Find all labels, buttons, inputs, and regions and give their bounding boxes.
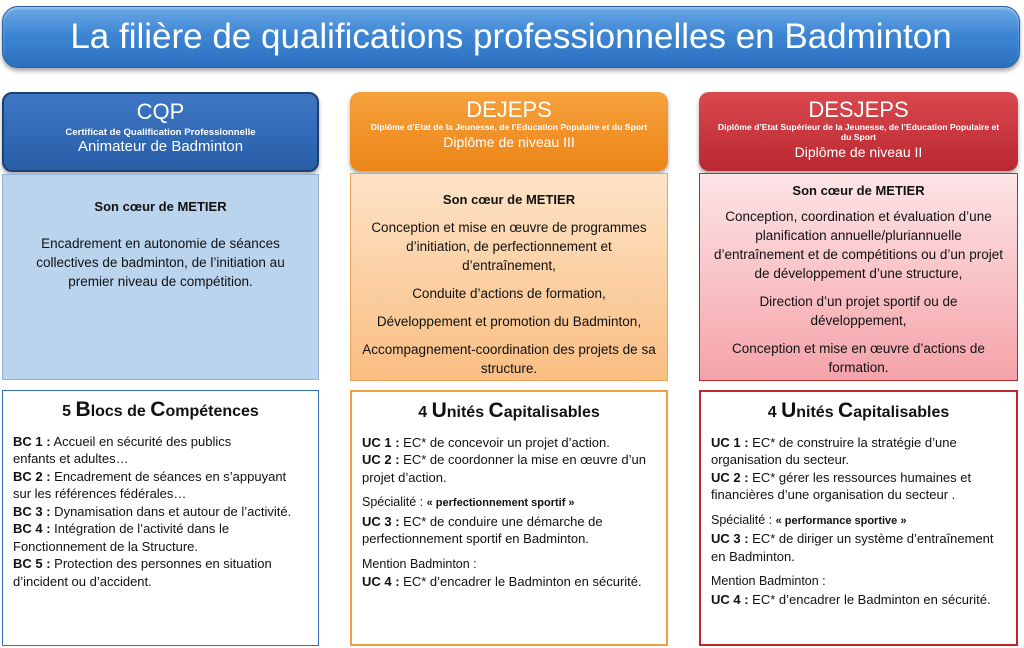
dejeps-metier-text: Conception et mise en œuvre de programmes d’initiation, de perfectionnement et d’entraînement, <box>371 220 647 273</box>
desjeps-coeur-title: Son cœur de METIER <box>792 183 925 198</box>
cqp-abbr: CQP <box>136 99 185 124</box>
specialite-line: Spécialité : « perfectionnement sportif » <box>362 495 575 509</box>
dejeps-metier-box <box>350 173 668 381</box>
dejeps-metier-text: Conduite d’actions de formation, <box>412 286 606 301</box>
desjeps-metier-text: Direction d’un projet sportif ou de développement, <box>759 294 958 328</box>
desjeps-metier-text: Conception, coordination et évaluation d’une planification annuelle/pluriannuelle d’entraînement et de compétitions ou d’un projet de développement d’une structure, <box>714 209 1003 281</box>
bc-line: d’incident ou d’accident. <box>13 573 152 589</box>
page-title: La filière de qualifications professionnelles en Badminton <box>2 6 1020 68</box>
desjeps-uc-title: 4 Unités Capitalisables <box>767 399 950 422</box>
cqp-metier-box <box>2 174 319 380</box>
bc-line: BC 5 : Protection des personnes en situation <box>13 556 272 571</box>
mention-line: Mention Badminton : <box>362 556 477 571</box>
uc-line: UC 2 : EC* gérer les ressources humaines et financières d’une organisation du secteur . <box>711 469 972 502</box>
desjeps-subtitle: Diplôme de niveau II <box>794 144 923 160</box>
uc-line: UC 4 : EC* d’encadrer le Badminton en sécurité. <box>711 591 991 607</box>
cqp-header <box>2 92 319 172</box>
cqp-coeur-title: Son cœur de METIER <box>94 199 227 214</box>
cqp-competences-title: 5 Blocs de Compétences <box>62 398 259 421</box>
dejeps-uc-box <box>350 390 668 646</box>
bc-line: enfants et adultes… <box>13 451 129 466</box>
bc-line: BC 3 : Dynamisation dans et autour de l’activité. <box>13 503 292 519</box>
dejeps-metier-text: Accompagnement-coordination des projets de sa structure. <box>362 342 656 376</box>
bc-line: BC 2 : Encadrement de séances en s’appuyant <box>13 468 287 484</box>
cqp-metier-text: Encadrement en autonomie de séances collectives de badminton, de l’initiation au premier niveau de compétition. <box>36 236 285 289</box>
uc-line: UC 2 : EC* de coordonner la mise en œuvre d’un projet d’action. <box>362 452 646 485</box>
dejeps-header <box>350 92 668 171</box>
bc-line: sur les références fédérales… <box>13 486 187 501</box>
uc-line: UC 3 : EC* de diriger un système d’entraînement en Badminton. <box>711 531 994 564</box>
desjeps-full-name: Diplôme d’Etat Supérieur de la Jeunesse, de l’Education Populaire et du Sport <box>717 122 1000 142</box>
desjeps-metier-box <box>699 173 1018 381</box>
desjeps-uc-box <box>699 390 1018 646</box>
cqp-full-name: Certificat de Qualification Professionnelle <box>65 127 256 138</box>
bc-line: Fonctionnement de la Structure. <box>13 538 198 554</box>
cqp-subtitle: Animateur de Badminton <box>77 138 244 155</box>
dejeps-metier-text: Développement et promotion du Badminton, <box>376 314 642 329</box>
bc-line: BC 4 : Intégration de l’activité dans le <box>13 521 230 536</box>
mention-line: Mention Badminton : <box>711 574 826 588</box>
dejeps-abbr: DEJEPS <box>466 97 552 122</box>
dejeps-subtitle: Diplôme de niveau III <box>443 134 575 150</box>
uc-line: UC 1 : EC* de concevoir un projet d’action. <box>362 434 610 450</box>
desjeps-abbr: DESJEPS <box>808 97 909 122</box>
cqp-competences-box <box>2 390 319 646</box>
desjeps-header <box>699 92 1018 171</box>
bc-line: BC 1 : Accueil en sécurité des publics <box>13 433 232 449</box>
specialite-line: Spécialité : « performance sportive » <box>711 512 907 527</box>
uc-line: UC 3 : EC* de conduire une démarche de perfectionnement sportif en Badminton. <box>362 513 603 546</box>
desjeps-metier-text: Conception et mise en œuvre d’actions de formation. <box>732 341 985 375</box>
dejeps-coeur-title: Son cœur de METIER <box>442 192 576 207</box>
uc-line: UC 4 : EC* d’encadrer le Badminton en sécurité. <box>362 574 642 589</box>
dejeps-uc-title: 4 Unités Capitalisables <box>418 399 600 422</box>
uc-line: UC 1 : EC* de construire la stratégie d’une organisation du secteur. <box>711 434 957 467</box>
dejeps-full-name: Diplôme d’Etat de la Jeunesse, de l’Education Populaire et du Sport <box>370 122 648 132</box>
